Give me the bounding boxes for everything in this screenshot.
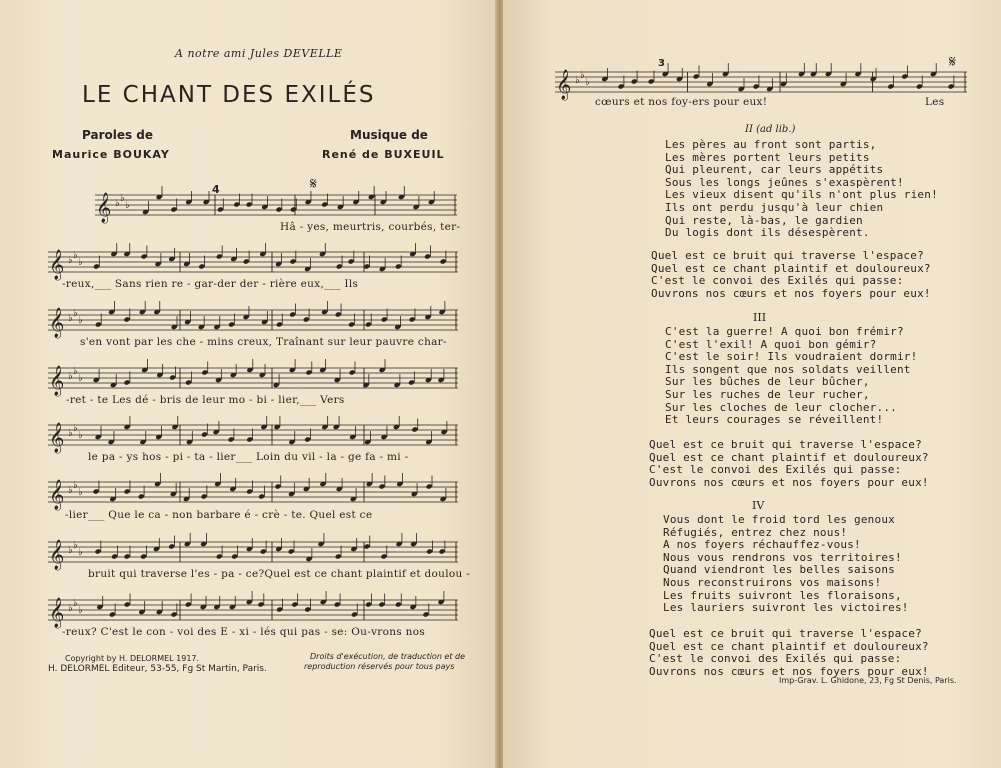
v2-line: Les pères au front sont partis, [665, 138, 877, 151]
flat-icon: ♭ [73, 366, 78, 377]
music-staff-4 [48, 366, 458, 396]
flat-icon: ♭ [78, 257, 83, 268]
dedication: A notre ami Jules DEVELLE [175, 47, 343, 60]
staff-svg [48, 250, 458, 280]
v4-line: A nos foyers réchauffez-vous! [663, 538, 861, 552]
r1-line: Quel est ce chant plaintif et douloureux? [651, 261, 931, 275]
measure-rest-count: 4 [212, 183, 220, 196]
music-staff-3 [48, 308, 458, 338]
v2-line: Ils ont perdu jusqu'à leur chien [665, 201, 884, 214]
v4-line: Nous reconstruirons vos maisons! [663, 576, 882, 589]
r3-line: Quel est ce bruit qui traverse l'espace? [649, 627, 922, 640]
measure-number: 3 [658, 58, 665, 69]
v3-line: Ils songent que nos soldats veillent [665, 362, 911, 376]
flat-icon: ♭ [68, 255, 73, 266]
flat-icon: ♭ [68, 371, 73, 382]
treble-clef-icon: 𝄞 [49, 540, 65, 570]
r2-line: Quel est ce chant plaintif et douloureux? [649, 450, 929, 464]
music-staff-7 [48, 540, 458, 570]
r2-line: Quel est ce bruit qui traverse l'espace? [649, 438, 922, 451]
flat-icon: ♭ [575, 75, 580, 86]
flat-icon: ♭ [73, 250, 78, 261]
treble-clef-icon: 𝄞 [556, 70, 572, 100]
v2-line: Les vieux disent qu'ils n'ont plus rien! [665, 188, 938, 202]
top-lyric-left: cœurs et nos foy-ers pour eux! [595, 96, 768, 108]
flat-icon: ♭ [125, 200, 130, 211]
flat-icon: ♭ [68, 428, 73, 439]
flat-icon: ♭ [78, 605, 83, 616]
music-author: René de BUXEUIL [322, 148, 445, 161]
flat-icon: ♭ [68, 545, 73, 556]
staff-svg [48, 480, 458, 510]
v2-line: Qui pleurent, car leurs appétits [665, 163, 884, 177]
staff-svg [95, 193, 457, 223]
v2-line: Les mères portent leurs petits [665, 150, 870, 164]
r3-line: C'est le convoi des Exilés qui passe: [649, 652, 902, 666]
v4-line: Les lauriers suivront les victoires! [663, 601, 909, 615]
v3-line: Et leurs courages se réveillent! [665, 413, 884, 427]
v3-line: C'est le soir! Ils voudraient dormir! [665, 350, 918, 364]
flat-icon: ♭ [68, 485, 73, 496]
flat-icon: ♭ [78, 315, 83, 326]
verse-4-heading: IV [752, 499, 765, 512]
treble-clef-icon: 𝄞 [49, 423, 65, 453]
top-lyric-right: Les [925, 96, 945, 108]
lyric-line-7: bruit qui traverse l'es - pa - ce?Quel est ce chant plaintif et doulou - [88, 568, 471, 580]
segno-icon: 𝄋 [310, 174, 317, 193]
flat-icon: ♭ [73, 480, 78, 491]
flat-icon: ♭ [580, 70, 585, 81]
flat-icon: ♭ [68, 603, 73, 614]
lyric-line-8: -reux? C'est le con - voi des E - xi - lés qui pas - se: Ou-vrons nos [62, 626, 426, 638]
treble-clef-icon: 𝄞 [49, 366, 65, 396]
r3-line: Quel est ce chant plaintif et douloureux? [649, 639, 929, 653]
treble-clef-icon: 𝄞 [49, 598, 65, 628]
v3-line: Sur les ruches de leur rucher, [665, 388, 870, 401]
right-page [503, 0, 1001, 768]
flat-icon: ♭ [120, 193, 125, 204]
flat-icon: ♭ [73, 308, 78, 319]
v4-line: Réfugiés, entrez chez nous! [663, 525, 848, 539]
v4-line: Quand viendront les belles saisons [663, 563, 895, 577]
song-title: LE CHANT DES EXILÉS [82, 82, 376, 108]
flat-icon: ♭ [73, 423, 78, 434]
v3-line: C'est la guerre! A quoi bon frémir? [665, 325, 904, 338]
lyric-line-4: -ret - te Les dé - bris de leur mo - bi - lier,___ Vers [66, 394, 345, 406]
music-staff-5 [48, 423, 458, 453]
treble-clef-icon: 𝄞 [49, 250, 65, 280]
v4-line: Nous vous rendrons vos territoires! [663, 550, 902, 564]
rights-line-1: Droits d'exécution, de traduction et de [310, 652, 466, 661]
r1-line: Quel est ce bruit qui traverse l'espace? [651, 249, 924, 262]
r1-line: C'est le convoi des Exilés qui passe: [651, 274, 904, 288]
flat-icon: ♭ [78, 430, 83, 441]
lyrics-label: Paroles de [82, 128, 154, 142]
v3-line: Sur les cloches de leur clocher... [665, 400, 897, 414]
verse-3-heading: III [753, 311, 767, 324]
v2-line: Qui reste, là-bas, le gardien [665, 213, 863, 227]
music-staff-top [555, 70, 967, 100]
v4-line: Les fruits suivront les floraisons, [663, 588, 902, 602]
staff-svg [48, 308, 458, 338]
music-label: Musique de [350, 128, 428, 142]
v2-line: Sous les longs jeûnes s'exaspèrent! [665, 175, 904, 189]
flat-icon: ♭ [78, 547, 83, 558]
segno-icon: 𝄋 [949, 52, 956, 71]
v3-line: C'est l'exil! A quoi bon gémir? [665, 337, 877, 351]
r1-line: Ouvrons nos cœurs et nos foyers pour eux! [651, 286, 931, 300]
flat-icon: ♭ [78, 487, 83, 498]
treble-clef-icon: 𝄞 [49, 480, 65, 510]
lyric-line-3: s'en vont par les che - mins creux, Traînant sur leur pauvre char- [80, 336, 447, 348]
left-page [0, 0, 497, 768]
staff-svg [48, 540, 458, 570]
music-staff-8 [48, 598, 458, 628]
lyric-line-1: Hâ - yes, meurtris, courbés, ter- [280, 221, 461, 233]
verse-2-heading: II (ad lib.) [745, 124, 796, 135]
flat-icon: ♭ [73, 540, 78, 551]
music-staff-1 [95, 193, 457, 223]
v4-line: Vous dont le froid tord les genoux [663, 513, 895, 526]
music-staff-6 [48, 480, 458, 510]
lyrics-author: Maurice BOUKAY [52, 148, 170, 161]
flat-icon: ♭ [78, 373, 83, 384]
staff-svg [555, 70, 967, 100]
flat-icon: ♭ [73, 598, 78, 609]
lyric-line-6: -lier___ Que le ca - non barbare é - crè - te. Quel est ce [65, 509, 373, 521]
staff-svg [48, 366, 458, 396]
copyright: Copyright by H. DELORMEL 1917. [65, 654, 200, 663]
treble-clef-icon: 𝄞 [49, 308, 65, 338]
flat-icon: ♭ [115, 198, 120, 209]
flat-icon: ♭ [68, 313, 73, 324]
staff-svg [48, 598, 458, 628]
v2-line: Du logis dont ils désespèrent. [665, 226, 870, 240]
r2-line: Ouvrons nos cœurs et nos foyers pour eux! [649, 475, 929, 489]
lyric-line-5: le pa - ys hos - pi - ta - lier___ Loin du vil - la - ge fa - mi - [88, 451, 409, 463]
lyric-line-2: -reux,___ Sans rien re - gar-der der - rière eux,___ Ils [62, 278, 359, 290]
music-staff-2 [48, 250, 458, 280]
flat-icon: ♭ [585, 77, 590, 88]
printer-credit: Imp-Grav. L. Ghidone, 23, Fg St Denis, Paris. [779, 676, 957, 685]
r2-line: C'est le convoi des Exilés qui passe: [649, 463, 902, 477]
staff-svg [48, 423, 458, 453]
treble-clef-icon: 𝄞 [96, 193, 112, 223]
rights-line-2: reproduction réservés pour tous pays [304, 662, 455, 671]
publisher: H. DELORMEL Editeur, 53-55, Fg St Martin, Paris. [48, 664, 267, 674]
v3-line: Sur les bûches de leur bûcher, [665, 375, 870, 389]
r3-line: Ouvrons nos cœurs et nos foyers pour eux! [649, 664, 929, 678]
